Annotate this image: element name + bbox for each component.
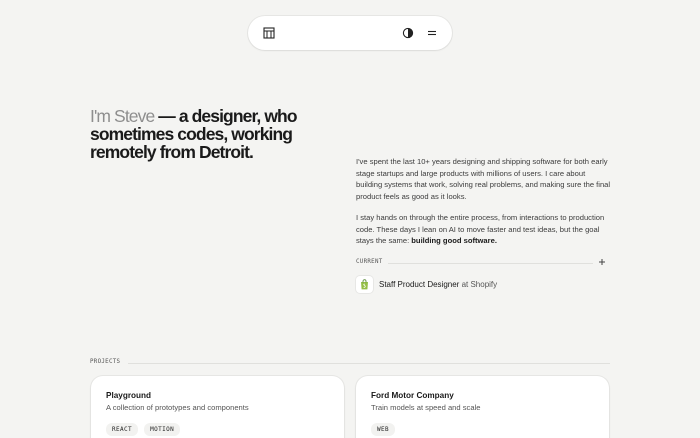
hamburger-menu-icon[interactable]: [426, 27, 438, 39]
projects-section-header: [90, 358, 610, 368]
project-tag: WEB: [371, 423, 395, 436]
top-nav: [248, 16, 452, 50]
project-tags: [371, 423, 395, 436]
project-tag: MOTION: [144, 423, 180, 436]
company-logo: [356, 276, 373, 293]
project-description: A collection of prototypes and components: [106, 403, 249, 412]
hero-heading: [90, 107, 300, 161]
bio-paragraph-2: [356, 212, 612, 247]
current-section-header: [356, 257, 609, 269]
project-title: Playground: [106, 391, 152, 400]
bio-paragraph-2-lead: I stay hands on through the entire process, from interactions to production code. These days I lean on AI to move faster and test ideas, but the goal stays the same:: [356, 212, 605, 246]
job-description: [379, 280, 497, 289]
plus-icon[interactable]: [597, 257, 607, 267]
current-label: CURRENT: [356, 259, 383, 265]
current-divider: [388, 263, 593, 264]
building-logo-icon[interactable]: [263, 27, 275, 39]
projects-label: PROJECTS: [90, 359, 121, 365]
project-tags: [106, 423, 180, 436]
bio-paragraph-1: I've spent the last 10+ years designing and shipping software for both early stage startups and large products with millions of users. I care about building systems that work, solving real problems, and making sure the final product feels as good as it looks.: [356, 157, 611, 202]
hero-tagline: — a designer, who sometimes codes, working remotely from Detroit.: [90, 106, 297, 162]
job-role: Staff Product Designer: [379, 280, 460, 289]
projects-divider: [128, 363, 610, 364]
project-card-ford[interactable]: [356, 376, 609, 438]
project-description: Train models at speed and scale: [371, 403, 481, 412]
project-card-playground[interactable]: [91, 376, 344, 438]
project-tag: REACT: [106, 423, 138, 436]
project-title: Ford Motor Company: [371, 391, 454, 400]
job-company: at Shopify: [459, 280, 498, 289]
bio: [356, 156, 612, 247]
shopify-bag-icon: [360, 279, 369, 290]
bio-emphasis: building good software.: [411, 236, 497, 246]
hero-intro: I'm Steve: [90, 106, 155, 126]
contrast-toggle-icon[interactable]: [402, 27, 414, 39]
